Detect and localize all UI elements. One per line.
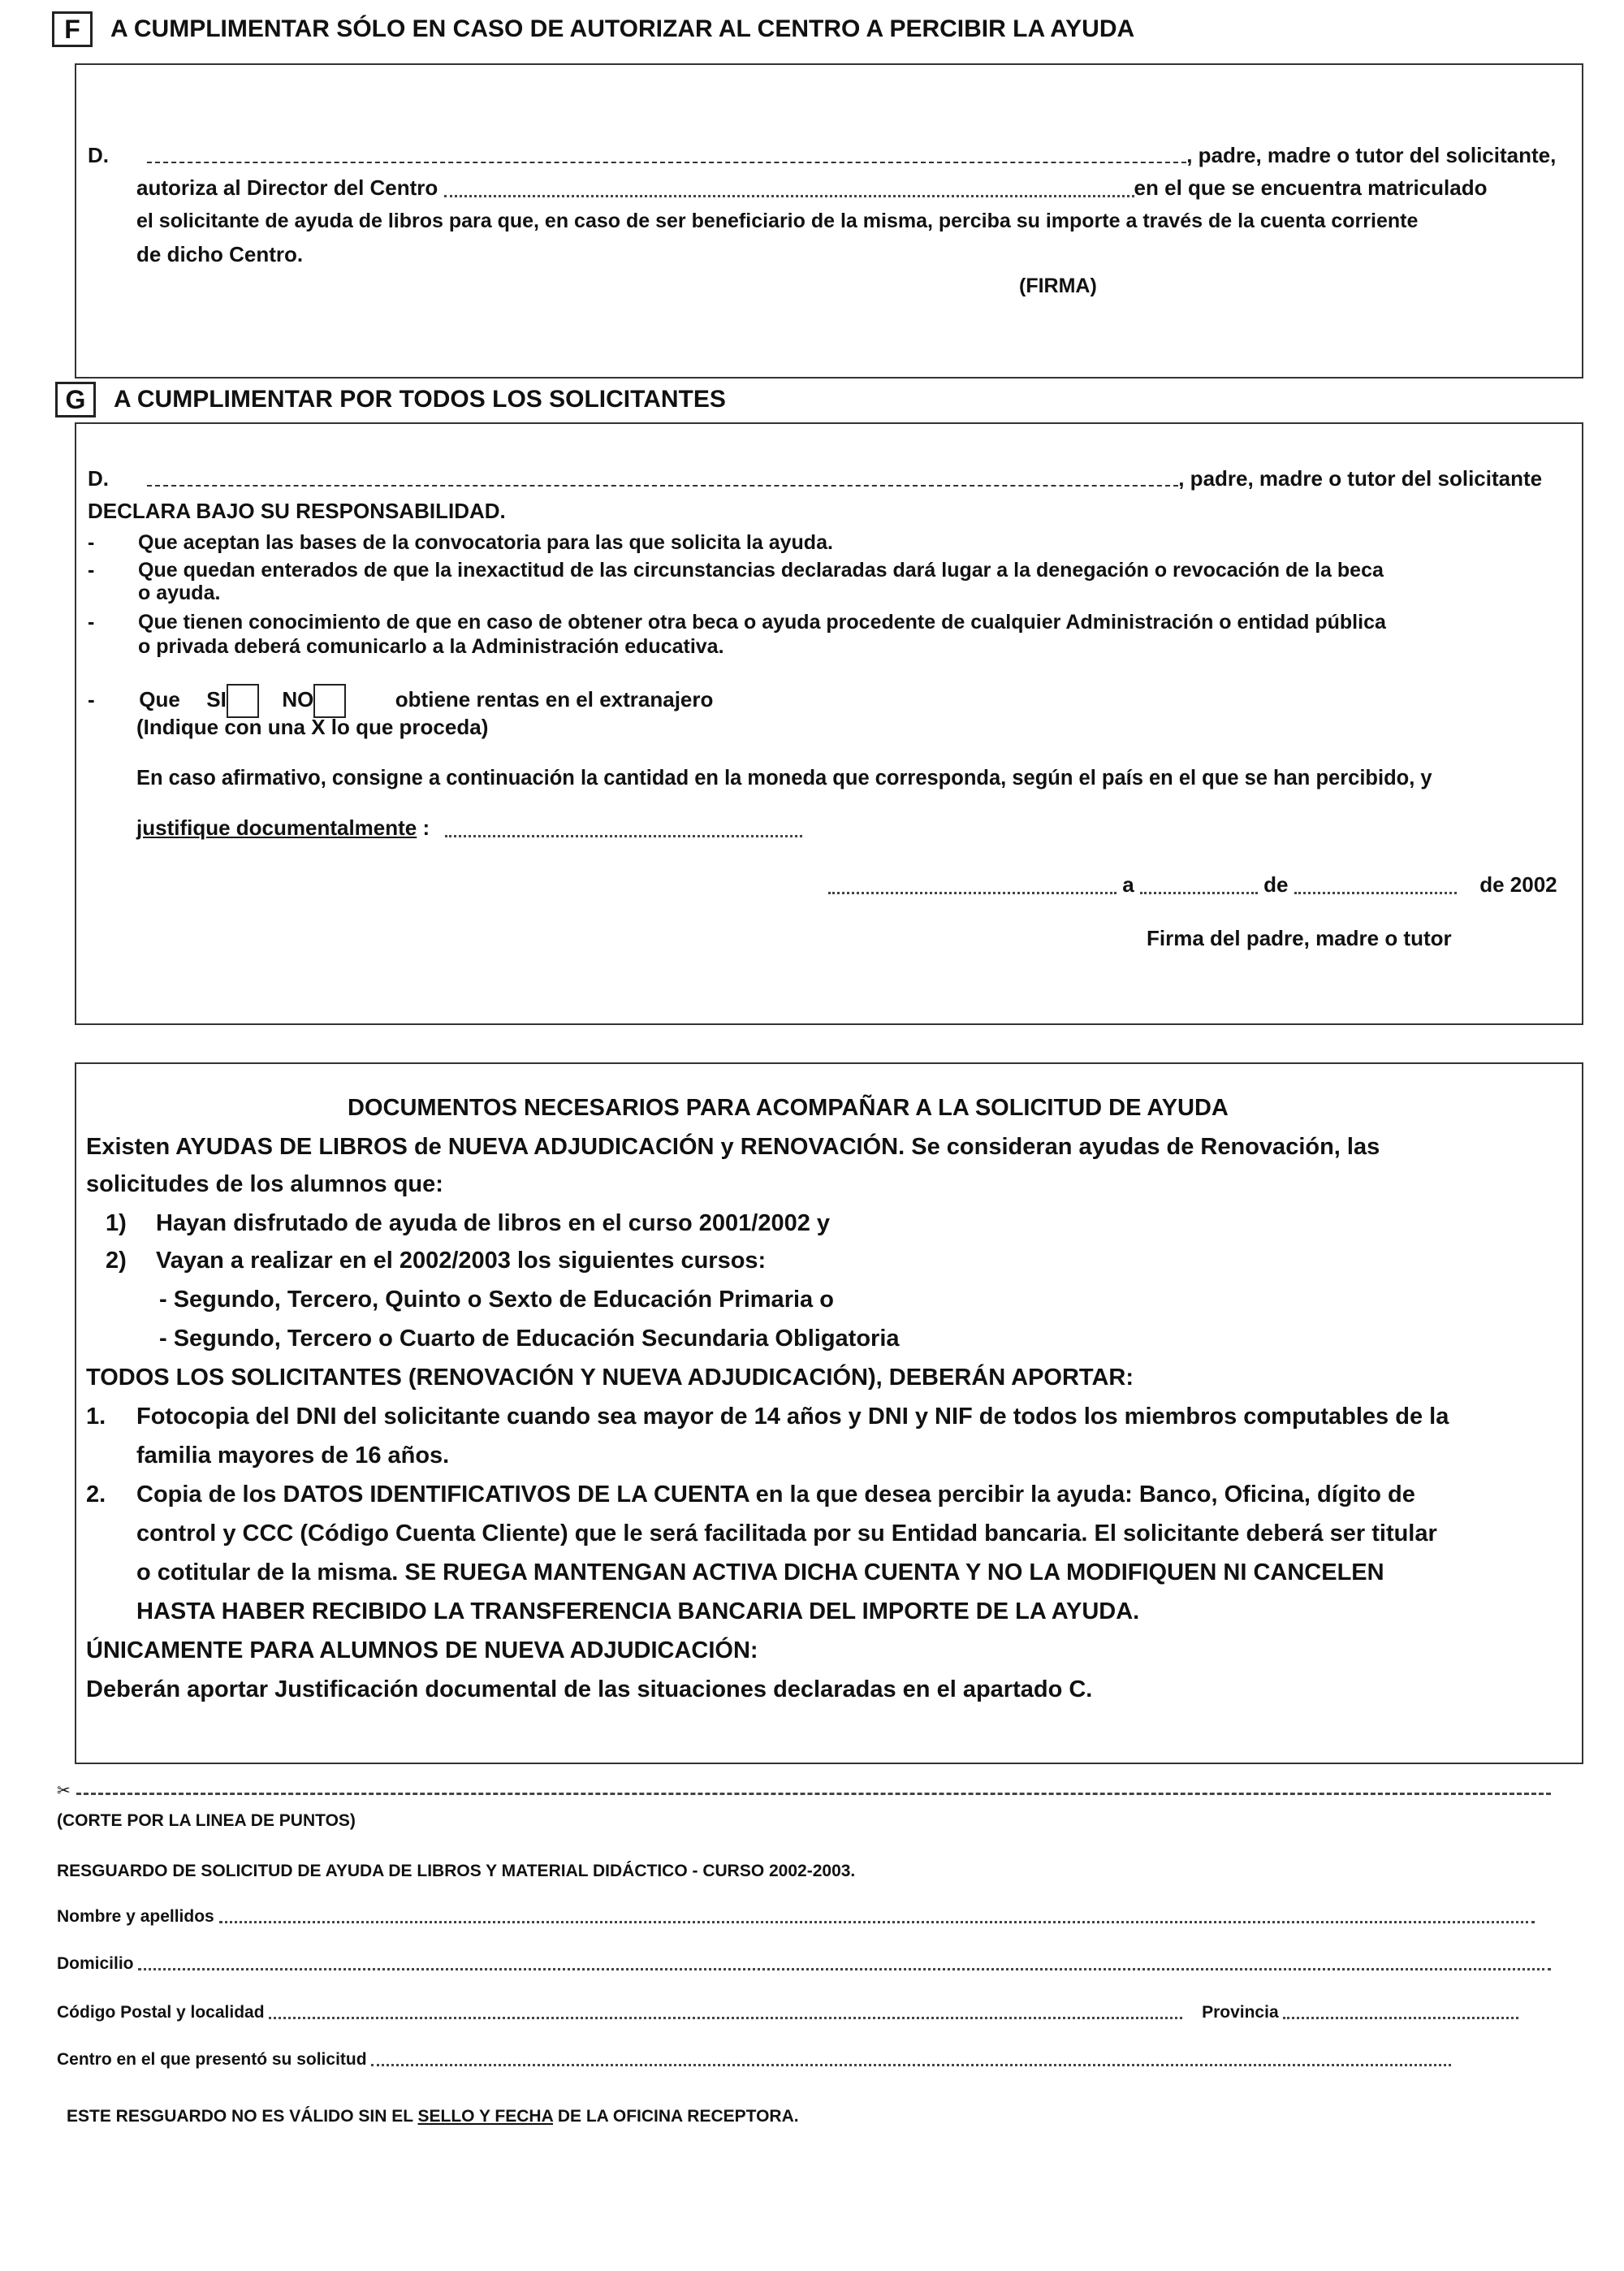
documentos-n1: 1. Fotocopia del DNI del solicitante cuando sea mayor de 14 años y DNI y NIF de todos los miembros computables de la (86, 1404, 1449, 1430)
nombre-row (57, 1907, 1535, 1927)
documentos-title: DOCUMENTOS NECESARIOS PARA ACOMPAÑAR A LA SOLICITUD DE AYUDA (348, 1095, 1229, 1121)
nombre-field[interactable] (219, 1911, 1535, 1923)
section-f-heading: A CUMPLIMENTAR SÓLO EN CASO DE AUTORIZAR AL CENTRO A PERCIBIR LA AYUDA (110, 15, 1135, 42)
corte-label: (CORTE POR LA LINEA DE PUNTOS) (57, 1811, 356, 1830)
documentos-item-2: 2) Vayan a realizar en el 2002/2003 los siguientes cursos: (106, 1248, 767, 1274)
section-g-heading: A CUMPLIMENTAR POR TODOS LOS SOLICITANTES (114, 386, 726, 413)
centro-label: Centro en el que presentó su solicitud (57, 2050, 367, 2069)
scissors-icon: ✂ (57, 1780, 71, 1800)
lugar-field[interactable] (828, 879, 1116, 894)
centro-row (57, 2050, 1451, 2070)
documentos-n2-l2: control y CCC (Código Cuenta Cliente) que le será facilitada por su Entidad bancaria. El solicitante deberá ser titular (136, 1520, 1437, 1546)
section-g-header (55, 382, 726, 417)
de-label: de (1263, 872, 1289, 897)
cp-row (57, 2003, 1518, 2022)
section-g-bullet-3b: o privada deberá comunicarlo a la Administración educativa. (138, 635, 724, 658)
provincia-label: Provincia (1202, 2003, 1279, 2022)
section-f-header (52, 11, 1134, 47)
centro-field-f[interactable] (444, 182, 1134, 197)
name-field-g[interactable] (147, 474, 1178, 487)
section-f-line1-end: , padre, madre o tutor del solicitante, (1186, 143, 1557, 167)
cp-field[interactable] (269, 2007, 1182, 2019)
rentas-text: obtiene rentas en el extranajero (395, 686, 714, 712)
dia-field[interactable] (1140, 879, 1258, 894)
section-f-firma: (FIRMA) (1019, 275, 1097, 297)
si-checkbox[interactable] (227, 684, 259, 718)
documentos-sub-2: - Segundo, Tercero o Cuarto de Educación Secundaria Obligatoria (159, 1326, 900, 1352)
si-label: SI (206, 686, 227, 712)
provincia-field[interactable] (1283, 2007, 1518, 2019)
nombre-label: Nombre y apellidos (57, 1907, 214, 1926)
documentos-unicamente: ÚNICAMENTE PARA ALUMNOS DE NUEVA ADJUDICACIÓN: (86, 1637, 758, 1663)
a-label: a (1122, 872, 1134, 897)
documentos-n2: 2. Copia de los DATOS IDENTIFICATIVOS DE LA CUENTA en la que desea percibir la ayuda: Banco, Oficina, dígito de (86, 1482, 1415, 1508)
section-f-d-label: D. (88, 143, 109, 167)
section-f-line2-start: autoriza al Director del Centro (136, 175, 438, 200)
domicilio-row (57, 1954, 1551, 1974)
section-g-line1 (88, 466, 1574, 491)
justifique-row: justifique documentalmente : (136, 815, 802, 841)
documentos-intro-2: solicitudes de los alumnos que: (86, 1171, 443, 1197)
section-f-line2 (136, 175, 1487, 201)
section-g-letter: G (55, 382, 96, 417)
que-label: Que (139, 686, 180, 712)
section-g-bullet-2b: o ayuda. (138, 582, 221, 604)
resguardo-title: RESGUARDO DE SOLICITUD DE AYUDA DE LIBROS Y MATERIAL DIDÁCTICO - CURSO 2002-2003. (57, 1862, 856, 1880)
cut-line (57, 1780, 1551, 1802)
section-f-letter: F (52, 11, 93, 47)
fecha-row (828, 872, 1557, 898)
section-f-line4: de dicho Centro. (136, 242, 304, 266)
resguardo-note: ESTE RESGUARDO NO ES VÁLIDO SIN EL SELLO Y FECHA DE LA OFICINA RECEPTORA. (67, 2107, 799, 2126)
domicilio-field[interactable] (138, 1958, 1551, 1970)
documentos-item-1: 1) Hayan disfrutado de ayuda de libros en el curso 2001/2002 y (106, 1210, 831, 1236)
afirmativo-text: En caso afirmativo, consigne a continuación la cantidad en la moneda que corresponda, según el país en el que se han percibido, y (136, 767, 1432, 789)
section-f-line3: el solicitante de ayuda de libros para que, en caso de ser beneficiario de la misma, perciba su importe a través de la cuenta corriente (136, 210, 1419, 232)
cantidad-field[interactable] (445, 822, 802, 837)
section-f-line1 (88, 143, 1574, 168)
no-checkbox[interactable] (313, 684, 346, 718)
centro-field[interactable] (371, 2054, 1451, 2066)
indique-text: (Indique con una X lo que proceda) (136, 715, 489, 739)
no-label: NO (282, 686, 314, 712)
section-g-firma: Firma del padre, madre o tutor (1147, 926, 1452, 950)
rentas-row: - Que SI NO obtiene rentas en el extranajero (88, 684, 713, 718)
section-g-declara: DECLARA BAJO SU RESPONSABILIDAD. (88, 499, 506, 523)
section-f-line2-end: en el que se encuentra matriculado (1134, 175, 1488, 200)
justifique-label: justifique documentalmente (136, 815, 417, 840)
section-g-d-label: D. (88, 466, 109, 491)
mes-field[interactable] (1294, 879, 1457, 894)
documentos-n2-l4: HASTA HABER RECIBIDO LA TRANSFERENCIA BANCARIA DEL IMPORTE DE LA AYUDA. (136, 1598, 1140, 1624)
domicilio-label: Domicilio (57, 1954, 134, 1973)
documentos-sub-1: - Segundo, Tercero, Quinto o Sexto de Educación Primaria o (159, 1287, 834, 1313)
year-label: de 2002 (1479, 872, 1557, 897)
cp-label: Código Postal y localidad (57, 2003, 265, 2022)
documentos-deberan: Deberán aportar Justificación documental de las situaciones declaradas en el apartado C. (86, 1676, 1093, 1702)
documentos-intro-1: Existen AYUDAS DE LIBROS de NUEVA ADJUDICACIÓN y RENOVACIÓN. Se consideran ayudas de Renovación, las (86, 1134, 1380, 1160)
documentos-todos: TODOS LOS SOLICITANTES (RENOVACIÓN Y NUEVA ADJUDICACIÓN), DEBERÁN APORTAR: (86, 1365, 1134, 1391)
documentos-n2-l3: o cotitular de la misma. SE RUEGA MANTENGAN ACTIVA DICHA CUENTA Y NO LA MODIFIQUEN NI CANCELEN (136, 1559, 1384, 1585)
section-g-line1-end: , padre, madre o tutor del solicitante (1178, 466, 1543, 491)
name-field-f[interactable] (147, 150, 1186, 163)
documentos-n1-l2: familia mayores de 16 años. (136, 1443, 450, 1469)
